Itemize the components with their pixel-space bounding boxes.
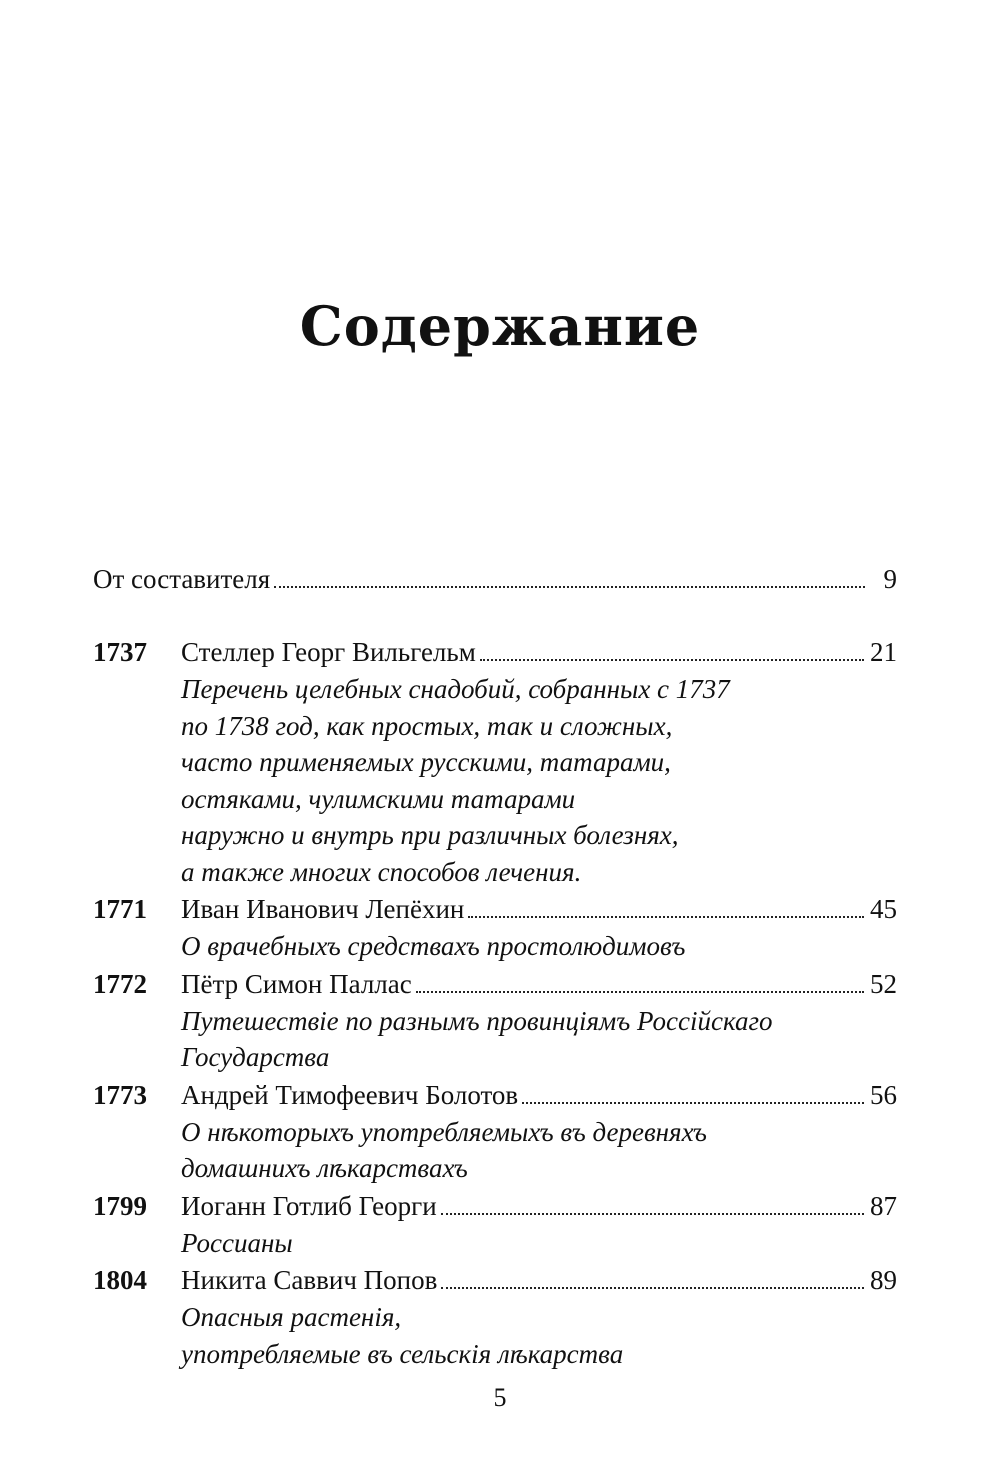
toc-page-number: 21 <box>870 637 897 667</box>
toc-entry-author: Никита Саввич Попов <box>181 1265 438 1295</box>
toc-entry-year: 1804 <box>93 1265 147 1295</box>
toc-entry <box>93 1261 897 1372</box>
toc-entry-year: 1772 <box>93 968 147 999</box>
toc-entry-row[interactable] <box>93 1076 897 1114</box>
toc-entry-author: Стеллер Георг Вильгельм <box>181 637 476 667</box>
dot-leader <box>416 991 864 993</box>
dot-leader <box>480 659 864 661</box>
toc-page-number: 89 <box>870 1265 897 1295</box>
table-of-contents <box>93 560 897 1372</box>
toc-entry-subtitle <box>181 1299 897 1372</box>
toc-subtitle-line: а также многих способов лечения. <box>181 856 582 887</box>
toc-entry <box>93 1187 897 1262</box>
toc-subtitle-line: О нѣкоторыхъ употребляемыхъ въ деревняхъ <box>181 1116 707 1147</box>
toc-subtitle-line: домашнихъ лѣкарствахъ <box>181 1153 468 1183</box>
toc-entry-title: От составителя <box>93 564 271 594</box>
toc-entry-author: Андрей Тимофеевич Болотов <box>181 1079 519 1110</box>
toc-subtitle-line: Россианы <box>181 1227 293 1258</box>
toc-entry <box>93 965 897 1076</box>
toc-entry-year: 1771 <box>93 894 147 924</box>
toc-page-number: 45 <box>870 894 897 924</box>
toc-entry-author: Пётр Симон Паллас <box>181 968 412 999</box>
toc-entry-row[interactable] <box>93 633 897 671</box>
toc-page-number: 87 <box>870 1190 897 1221</box>
toc-subtitle-line: по 1738 год, как простых, так и сложных, <box>181 710 673 741</box>
toc-entry-subtitle <box>181 928 897 965</box>
toc-subtitle-line: часто применяемых русскими, татарами, <box>181 747 671 777</box>
toc-entry-row[interactable] <box>93 965 897 1003</box>
toc-page-number: 9 <box>883 564 897 594</box>
dot-leader <box>441 1213 864 1215</box>
toc-entries <box>93 633 897 1372</box>
toc-entry-row[interactable] <box>93 1261 897 1299</box>
dot-leader <box>441 1287 864 1289</box>
toc-entry-subtitle <box>181 1003 897 1076</box>
toc-subtitle-line: Перечень целебных снадобий, собранных с 1737 <box>181 674 730 704</box>
toc-subtitle-line: остяками, чулимскими татарами <box>181 783 576 814</box>
toc-page-number: 52 <box>870 968 897 999</box>
toc-subtitle-line: наружно и внутрь при различных болезнях, <box>181 820 679 850</box>
toc-entry-year: 1799 <box>93 1190 147 1221</box>
toc-subtitle-line: О врачебныхъ средствахъ простолюдимовъ <box>181 931 686 961</box>
toc-entry-author: Иоганн Готлиб Георги <box>181 1190 437 1221</box>
toc-subtitle-line: Государства <box>181 1042 330 1072</box>
toc-entry-intro[interactable] <box>93 560 897 598</box>
toc-entry <box>93 1076 897 1187</box>
toc-entry-row[interactable] <box>93 890 897 928</box>
page-title: Содержание <box>299 294 701 358</box>
toc-entry-year: 1737 <box>93 637 147 667</box>
toc-entry-subtitle <box>181 1114 897 1187</box>
toc-subtitle-line: Опасныя растенія, <box>181 1302 402 1332</box>
toc-entry-row[interactable] <box>93 1187 897 1225</box>
toc-entry <box>93 633 897 890</box>
dot-leader <box>522 1102 864 1104</box>
page-number: 5 <box>493 1383 507 1412</box>
toc-entry-subtitle <box>181 1225 897 1262</box>
toc-entry-author: Иван Иванович Лепёхин <box>181 894 465 924</box>
toc-entry-year: 1773 <box>93 1079 147 1110</box>
toc-entry <box>93 890 897 965</box>
toc-page-number: 56 <box>870 1079 897 1110</box>
dot-leader <box>274 586 865 588</box>
toc-subtitle-line: употребляемые въ сельскія лѣкарства <box>181 1338 624 1369</box>
dot-leader <box>468 916 864 918</box>
toc-subtitle-line: Путешествіе по разнымъ провинціямъ Россійскаго <box>181 1005 773 1036</box>
toc-entry-subtitle <box>181 671 897 890</box>
